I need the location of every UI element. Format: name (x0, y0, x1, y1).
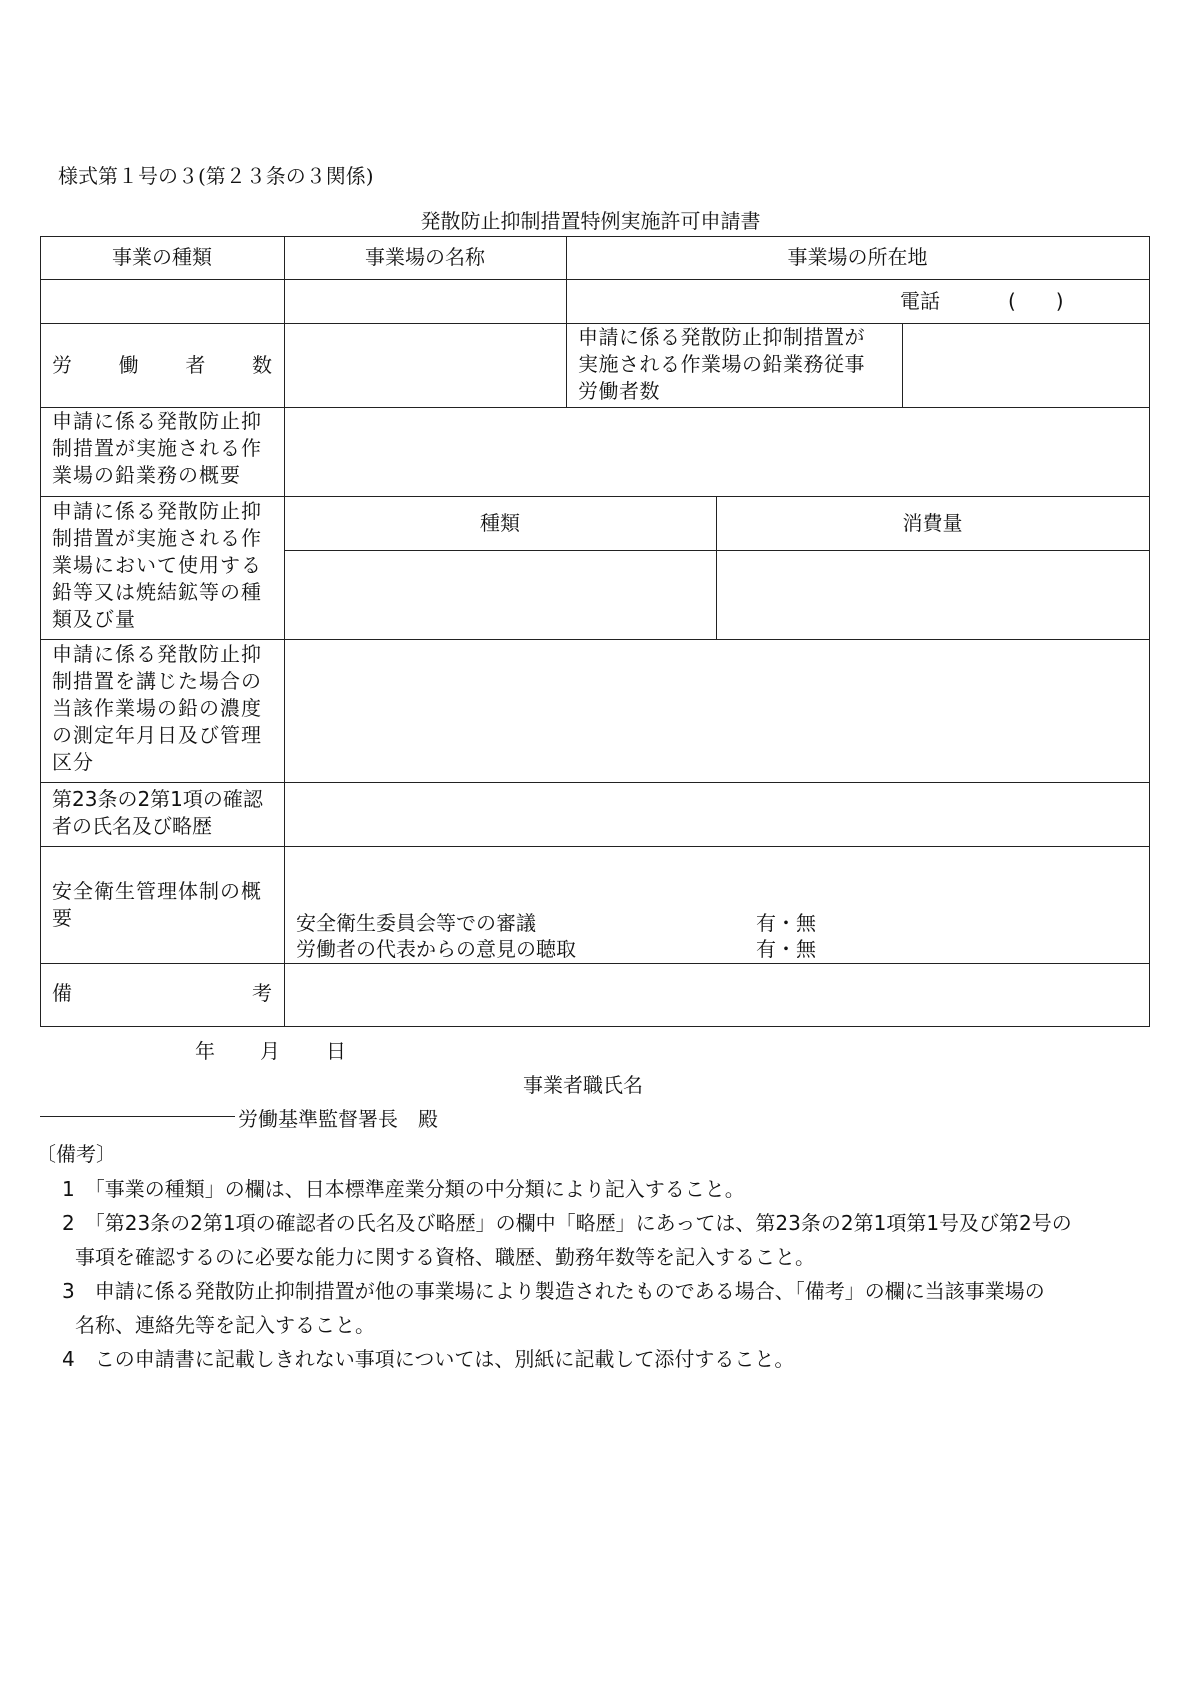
table-border-right (1149, 236, 1150, 1027)
label-line: 第23条の2第1項の確認 (52, 787, 263, 811)
date-day: 日 (326, 1039, 346, 1063)
table-border-top (40, 236, 1150, 237)
label-line: 申請に係る発散防止抑 (52, 642, 262, 666)
label-line: 業場の鉛業務の概要 (52, 463, 241, 487)
note-item-1: 1 「事業の種類」の欄は、日本標準産業分類の中分類により記入すること。 (62, 1177, 745, 1201)
office-name-underline (40, 1116, 235, 1117)
remarks-char: 考 (252, 981, 272, 1005)
label-line: 類及び量 (52, 607, 136, 631)
remarks-text (52, 980, 272, 1007)
workers-char: 働 (118, 353, 139, 377)
employer-name-label: 事業者職氏名 (523, 1073, 643, 1097)
workers-char: 数 (251, 353, 272, 377)
application-form-table (40, 236, 1150, 1027)
row-divider (40, 963, 1150, 964)
kind-header: 種類 (480, 511, 520, 535)
label-line: 要 (52, 906, 73, 930)
note-item-3: 3 申請に係る発散防止抑制措置が他の事業場により製造されたものである場合、「備考」の欄に当該事業場の (62, 1279, 1045, 1303)
workers-count-label (52, 352, 272, 379)
row-divider (40, 496, 1150, 497)
date-month: 月 (260, 1039, 280, 1063)
committee-deliberation-choice: 有・無 (756, 911, 816, 935)
remarks-label (52, 980, 272, 1007)
label-line: の測定年月日及び管理 (52, 723, 262, 747)
note-item-4: 4 この申請書に記載しきれない事項については、別紙に記載して添付すること。 (62, 1347, 795, 1371)
business-type-header: 事業の種類 (112, 245, 212, 269)
document-title: 発散防止抑制措置特例実施許可申請書 (420, 209, 761, 233)
safety-management-label (52, 878, 262, 932)
note-item-3-continued: 名称、連絡先等を記入すること。 (75, 1313, 375, 1337)
workplace-name-header: 事業場の名称 (365, 245, 485, 269)
label-line: 制措置が実施される作 (52, 436, 262, 460)
label-line: 鉛等又は焼結鉱等の種 (52, 580, 262, 604)
label-line: 実施される作業場の鉛業務従事 (578, 352, 865, 376)
phone-parentheses: ( ) (1008, 289, 1064, 313)
row-divider (40, 846, 1150, 847)
workers-char: 労 (52, 353, 72, 377)
labor-office-addressee: 労働基準監督署長 殿 (238, 1107, 438, 1131)
label-line: 制措置を講じた場合の (52, 669, 262, 693)
label-line: 当該作業場の鉛の濃度 (52, 696, 262, 720)
label-line: 制措置が実施される作 (52, 526, 262, 550)
remarks-char: 備 (52, 981, 72, 1005)
workplace-address-header: 事業場の所在地 (787, 245, 928, 269)
confirmer-label (52, 786, 263, 840)
date-year: 年 (195, 1039, 215, 1063)
column-divider (284, 236, 285, 1027)
workers-count-text (52, 352, 272, 379)
lead-work-outline-label (52, 408, 262, 489)
label-line: 者の氏名及び略歴 (52, 814, 212, 838)
label-line: 申請に係る発散防止抑 (52, 499, 262, 523)
table-border-left (40, 236, 41, 1027)
notes-heading: 〔備考〕 (36, 1142, 116, 1166)
row-divider (40, 279, 1150, 280)
label-line: 申請に係る発散防止抑制措置が (578, 325, 865, 349)
committee-deliberation-label: 安全衛生委員会等での審議 (296, 911, 536, 935)
label-line: 申請に係る発散防止抑 (52, 409, 262, 433)
materials-label (52, 498, 262, 633)
row-divider (40, 639, 1150, 640)
worker-opinion-label: 労働者の代表からの意見の聴取 (296, 937, 576, 961)
row-divider (40, 782, 1150, 783)
consumption-header: 消費量 (902, 511, 963, 535)
measurement-label (52, 641, 262, 776)
table-border-bottom (40, 1026, 1150, 1027)
note-item-2: 2 「第23条の2第1項の確認者の氏名及び略歴」の欄中「略歴」にあっては、第23条の2第1項第1号及び第2号の (62, 1211, 1072, 1235)
row-divider (285, 550, 1150, 551)
form-number: 様式第１号の３(第２３条の３関係) (58, 164, 374, 188)
column-divider (902, 323, 903, 408)
worker-opinion-choice: 有・無 (756, 937, 816, 961)
label-line: 業場において使用する (52, 553, 262, 577)
label-line: 区分 (52, 750, 94, 774)
workers-char: 者 (185, 353, 206, 377)
phone-label: 電話 (900, 289, 940, 313)
label-line: 安全衛生管理体制の概 (52, 879, 262, 903)
note-item-2-continued: 事項を確認するのに必要な能力に関する資格、職歴、勤務年数等を記入すること。 (75, 1245, 815, 1269)
label-line: 労働者数 (578, 379, 660, 403)
lead-workers-label (578, 324, 865, 405)
